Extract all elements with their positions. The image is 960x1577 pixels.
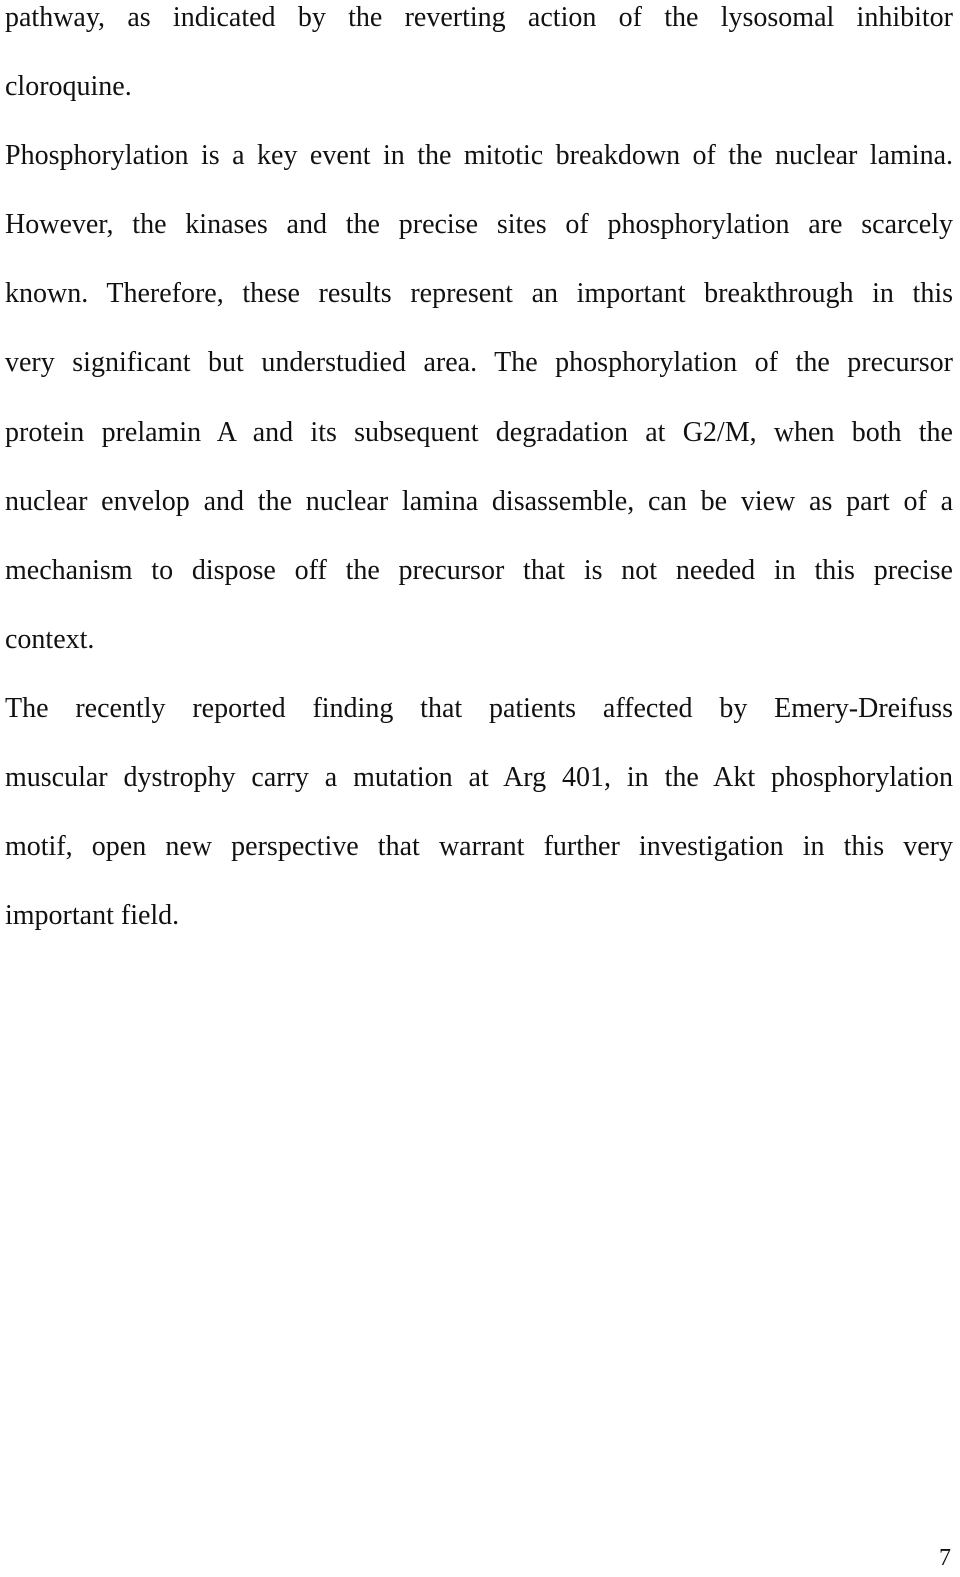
text-line: pathway, as indicated by the reverting action of the lysosomal inhibitor — [5, 2, 953, 33]
text-line: The recently reported finding that patients affected by Emery-Dreifuss — [5, 692, 953, 724]
text-line: Phosphorylation is a key event in the mitotic breakdown of the nuclear lamina. — [5, 140, 953, 172]
text-line: motif, open new perspective that warrant further investigation in this very — [5, 831, 953, 863]
text-line: important field. — [5, 900, 180, 932]
text-line: context. — [5, 623, 95, 655]
text-line: mechanism to dispose off the precursor that is not needed in this precise — [5, 554, 953, 586]
page-number: 7 — [939, 1545, 951, 1571]
text-line: very significant but understudied area. The phosphorylation of the precursor — [5, 347, 953, 379]
text-line: nuclear envelop and the nuclear lamina disassemble, can be view as part of a — [5, 485, 953, 517]
text-line: muscular dystrophy carry a mutation at Arg 401, in the Akt phosphorylation — [5, 762, 953, 794]
text-line: known. Therefore, these results represent an important breakthrough in this — [5, 278, 953, 310]
body-text — [5, 0, 953, 950]
text-line: protein prelamin A and its subsequent degradation at G2/M, when both the — [5, 416, 953, 448]
text-line: However, the kinases and the precise sites of phosphorylation are scarcely — [5, 209, 953, 241]
text-line: cloroquine. — [5, 71, 132, 103]
